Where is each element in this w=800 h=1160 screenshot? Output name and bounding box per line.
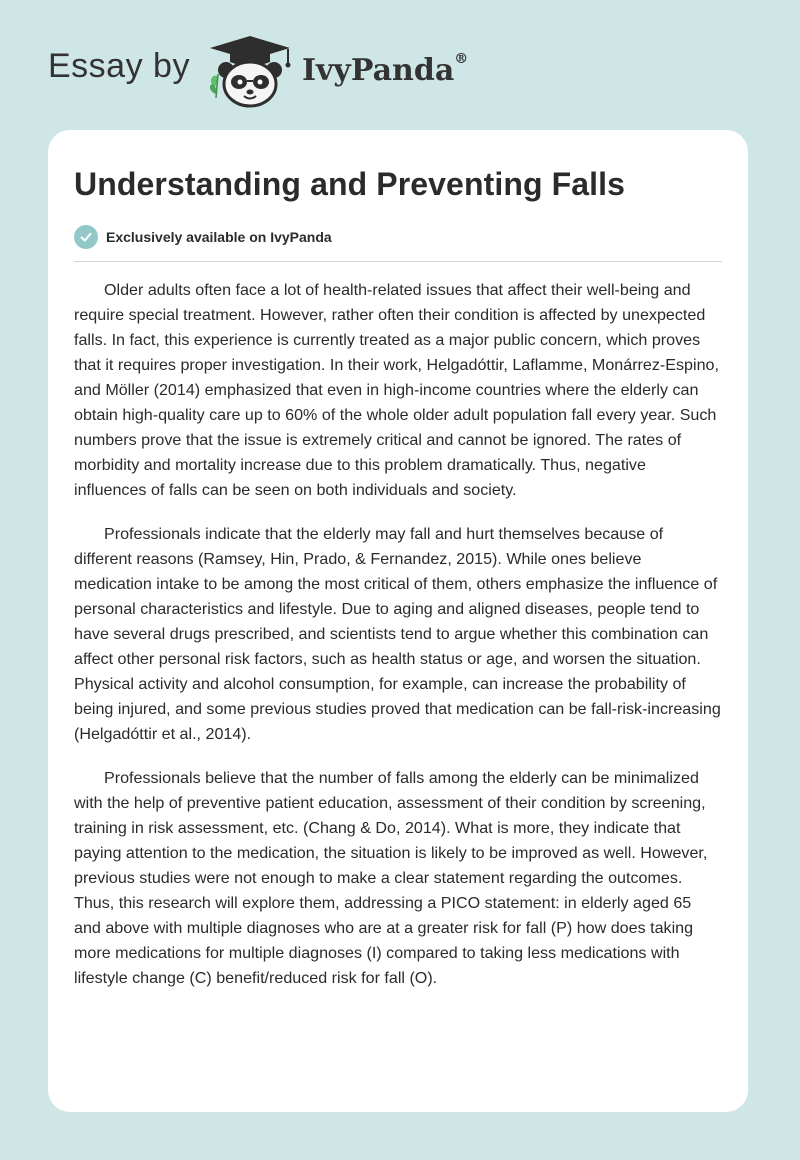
brand-text: IvyPanda [301, 52, 455, 88]
paragraph: Professionals indicate that the elderly may fall and hurt themselves because of different reasons (Ramsey, Hin, Prado, & Fernandez, 2015). While ones believe medication intake to be among the most critical of them, others emphasize the influence of personal characteristics and lifestyle. Due to aging and aligned diseases, people tend to have several drugs prescribed, and scientists tend to argue whether this combination can affect other personal risk factors, such as health status or age, and worsen the situation. Physical activity and alcohol consumption, for example, can increase the probability of being injured, and some previous studies proved that medication can be fall-risk-increasing (Helgadóttir et al., 2014). [74, 525, 721, 743]
divider [74, 261, 722, 262]
exclusive-badge-text: Exclusively available on IvyPanda [106, 229, 332, 245]
brand-name[interactable] [301, 50, 469, 88]
paragraph: Older adults often face a lot of health-related issues that affect their well-being and require special treatment. However, rather often their condition is affected by unexpected falls. In fact, this experience is currently treated as a major public concern, which proves that it requires proper investigation. In their work, Helgadóttir, Laflamme, Monárrez-Espino, and Möller (2014) emphasized that even in high-income countries where the elderly can obtain high-quality care up to 60% of the whole older adult population fall every year. Such numbers prove that the issue is extremely critical and cannot be ignored. The rates of morbidity and mortality increase due to this problem dramatically. Thus, negative influences of falls can be seen on both individuals and society. [74, 281, 719, 499]
page-title: Understanding and Preventing Falls [74, 166, 626, 202]
leaf-icon [210, 74, 218, 98]
exclusive-badge [74, 225, 722, 249]
essay-body [74, 278, 722, 991]
registered-mark: ® [454, 50, 469, 67]
panda-graduate-logo-icon[interactable] [204, 30, 296, 110]
check-icon [74, 225, 98, 249]
essay-card [48, 130, 748, 1112]
site-header [48, 30, 468, 110]
paragraph: Professionals believe that the number of falls among the elderly can be minimalized with the help of preventive patient education, assessment of their condition by screening, training in risk assessment, etc. (Chang & Do, 2014). What is more, they indicate that paying attention to the medication, the situation is likely to be improved as well. However, previous studies were not enough to make a clear statement regarding the outcomes. Thus, this research will explore them, addressing a PICO statement: in elderly aged 65 and above with multiple diagnoses who are at a greater risk for fall (P) how does taking more medications for multiple diagnoses (I) compared to taking less medications with lifestyle change (C) benefit/reduced risk for fall (O). [74, 769, 708, 987]
essay-by-label: Essay by [48, 46, 190, 85]
